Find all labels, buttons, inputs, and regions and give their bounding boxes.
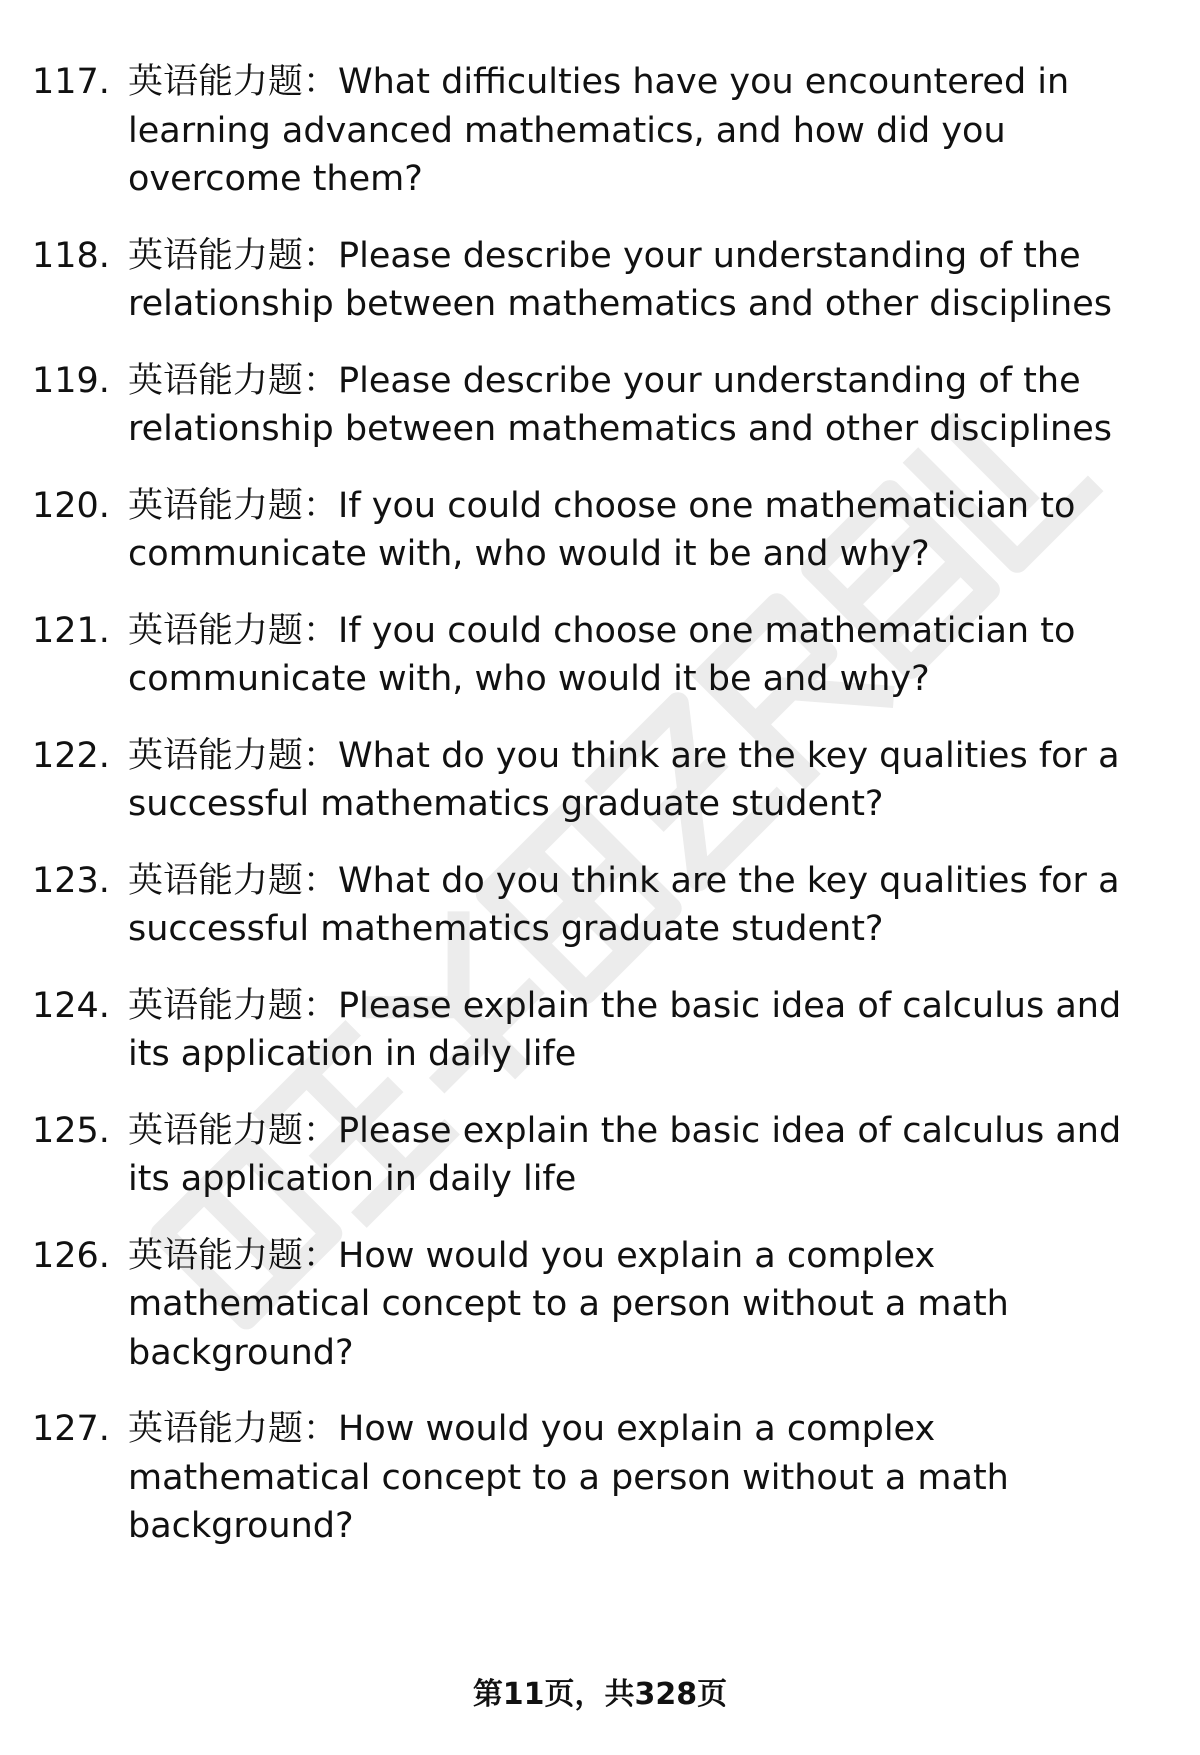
question-body	[128, 1107, 1172, 1204]
question-body	[128, 232, 1172, 329]
question-number: 124.	[32, 985, 110, 1026]
question-list	[32, 58, 1172, 1579]
question-number: 127.	[32, 1409, 110, 1449]
question-body	[128, 1405, 1172, 1551]
question-number: 121.	[32, 610, 110, 651]
list-item	[32, 1405, 1172, 1551]
question-text: What do you think are the key qualities for a successful mathematics graduate student?	[128, 735, 1120, 824]
question-body	[128, 357, 1172, 454]
list-item	[32, 482, 1172, 579]
question-tag: 英语能力题：	[128, 1235, 339, 1276]
list-item	[32, 607, 1172, 704]
question-number: 120.	[32, 485, 110, 526]
question-body	[128, 1232, 1172, 1378]
list-item	[32, 1107, 1172, 1204]
question-number: 122.	[32, 735, 110, 776]
question-body	[128, 607, 1172, 704]
question-tag: 英语能力题：	[128, 1409, 339, 1449]
question-tag: 英语能力题：	[128, 1110, 339, 1151]
question-text: Please describe your understanding of the relationship between mathematics and other disciplines	[128, 235, 1112, 324]
question-text: If you could choose one mathematician to communicate with, who would it be and why?	[128, 485, 1076, 574]
list-item	[32, 732, 1172, 829]
question-text: What difficulties have you encountered in learning advanced mathematics, and how did you overcome them?	[128, 62, 1070, 199]
question-tag: 英语能力题：	[128, 485, 339, 526]
question-number: 126.	[32, 1235, 110, 1276]
question-number: 118.	[32, 235, 110, 276]
question-tag: 英语能力题：	[128, 360, 339, 401]
question-text: Please describe your understanding of the relationship between mathematics and other disciplines	[128, 360, 1112, 449]
question-number: 123.	[32, 860, 110, 901]
question-tag: 英语能力题：	[128, 235, 339, 276]
page-number-footer: 第11页，共328页	[472, 1677, 728, 1712]
question-number: 117.	[32, 62, 110, 102]
question-body	[128, 482, 1172, 579]
question-text: If you could choose one mathematician to communicate with, who would it be and why?	[128, 610, 1076, 699]
question-text: How would you explain a complex mathematical concept to a person without a math background?	[128, 1409, 1009, 1546]
question-body	[128, 982, 1172, 1079]
list-item	[32, 357, 1172, 454]
question-number: 119.	[32, 360, 110, 401]
question-number: 125.	[32, 1110, 110, 1151]
question-tag: 英语能力题：	[128, 610, 339, 651]
question-tag: 英语能力题：	[128, 860, 339, 901]
question-body	[128, 732, 1172, 829]
list-item	[32, 982, 1172, 1079]
question-text: How would you explain a complex mathematical concept to a person without a math background?	[128, 1235, 1009, 1373]
list-item	[32, 857, 1172, 954]
question-tag: 英语能力题：	[128, 735, 339, 776]
question-tag: 英语能力题：	[128, 985, 339, 1026]
question-text: What do you think are the key qualities for a successful mathematics graduate student?	[128, 860, 1120, 949]
question-body	[128, 58, 1172, 204]
list-item	[32, 232, 1172, 329]
question-body	[128, 857, 1172, 954]
question-text: Please explain the basic idea of calculus and its application in daily life	[128, 1110, 1122, 1199]
question-tag: 英语能力题：	[128, 62, 339, 102]
list-item	[32, 1232, 1172, 1378]
list-item	[32, 58, 1172, 204]
question-text: Please explain the basic idea of calculus and its application in daily life	[128, 985, 1122, 1074]
